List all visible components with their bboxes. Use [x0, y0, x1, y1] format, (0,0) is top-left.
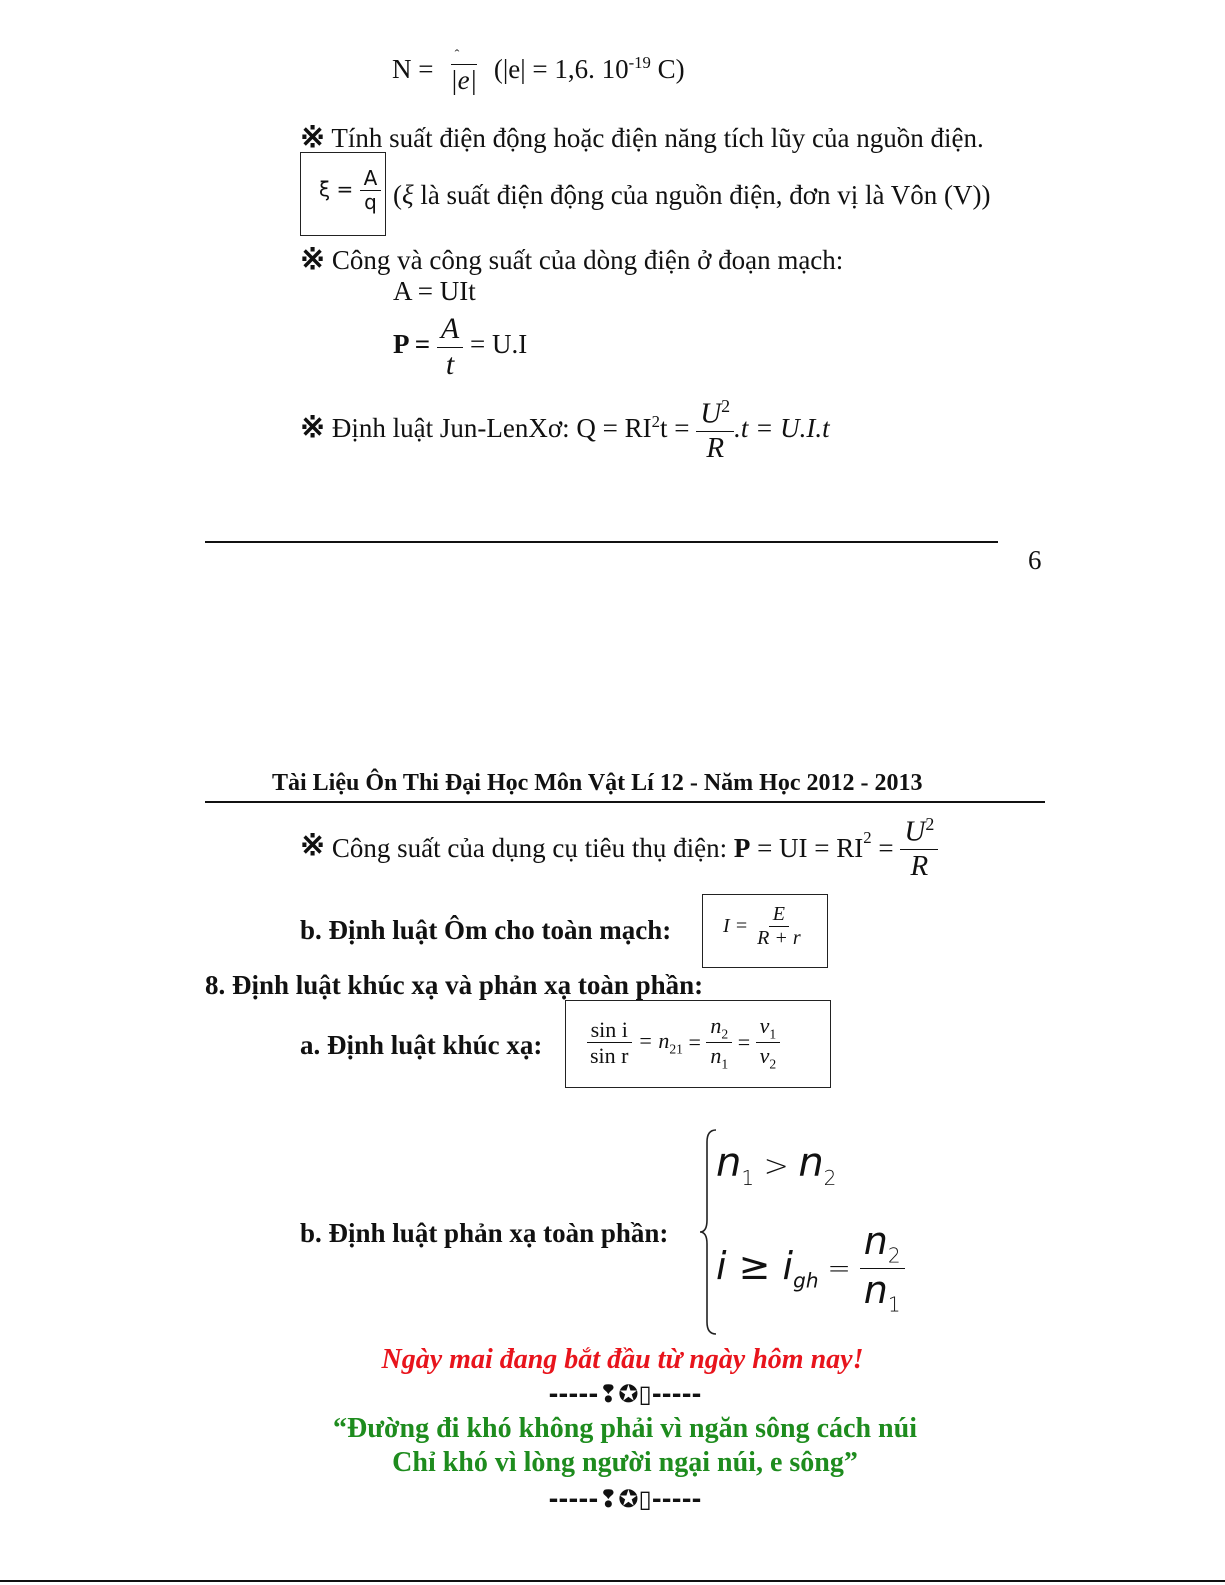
motto-red: Ngày mai đang bắt đầu từ ngày hôm nay!	[381, 1344, 864, 1375]
reference-mark-icon: ※	[300, 828, 326, 862]
footer-rule	[205, 541, 998, 543]
joule-law: ※ Định luật Jun-LenXơ: $Q = RI^2t$ = $\frac{U^2}{R}$ .t = U.I.t	[300, 396, 830, 464]
section-8-heading: 8. Định luật khúc xạ và phản xạ toàn phần:	[205, 970, 704, 1000]
condition-critical-angle: $i \ge i_{gh}$ = $\frac{n_2}{n_1}$	[716, 1220, 905, 1316]
decorative-divider: -----❢✪▯-----	[548, 1380, 702, 1408]
item-emf: ※ Tính suất điện động hoặc điện năng tích lũy của nguồn điện.	[300, 121, 984, 154]
formula-power: P = $\frac{A}{t}$ = U.I	[393, 312, 528, 381]
reference-mark-icon: ※	[300, 243, 326, 276]
refraction-formula-box: $\frac{\text{sin i}}{\text{sin r}}$ = $n_{21}$ = $\frac{n_2}{n_1}$ = $\frac{v_1}{v_2}$	[565, 1000, 831, 1088]
emf-note: (ξ là suất điện động của nguồn điện, đơn vị là Vôn (V))	[393, 180, 991, 210]
reference-mark-icon: ※	[300, 410, 326, 444]
condition-refractive-index: $n_1 > n_2$	[716, 1140, 837, 1190]
ohm-formula-box: I = $\frac{E}{R + r}$	[702, 894, 828, 968]
decorative-divider-bottom: -----❢✪▯-----	[548, 1485, 702, 1513]
formula-work: A = UIt	[393, 276, 476, 306]
item-device-power: ※ Công suất của dụng cụ tiêu thụ điện: P = UI = $RI^2$ = $\frac{U^2}{R}$	[300, 814, 938, 883]
emf-formula-box: ξ = $\frac{A}{q}$	[300, 152, 386, 236]
page-header: Tài Liệu Ôn Thi Đại Học Môn Vật Lí 12 - Năm Học 2012 - 2013	[272, 770, 923, 796]
item-work-power: ※ Công và công suất của dòng điện ở đoạn mạch:	[300, 243, 844, 276]
reference-mark-icon: ※	[300, 121, 326, 154]
total-reflection-label: b. Định luật phản xạ toàn phần:	[300, 1218, 669, 1248]
header-rule	[205, 801, 1045, 803]
refraction-label: a. Định luật khúc xạ:	[300, 1030, 543, 1060]
bottom-edge-rule	[0, 1580, 1225, 1582]
formula-n-electrons: N = $\frac{\text{ˆ}}{|e|}$ (|e| = 1,6. $10^{-19}$ C)	[392, 48, 685, 95]
quote-line-2: Chỉ khó vì lòng người ngại núi, e sông”	[392, 1447, 858, 1478]
quote-line-1: “Đường đi khó không phải vì ngăn sông cách núi	[333, 1413, 917, 1444]
ohm-law-label: b. Định luật Ôm cho toàn mạch:	[300, 915, 672, 945]
page-number: 6	[1028, 545, 1042, 575]
